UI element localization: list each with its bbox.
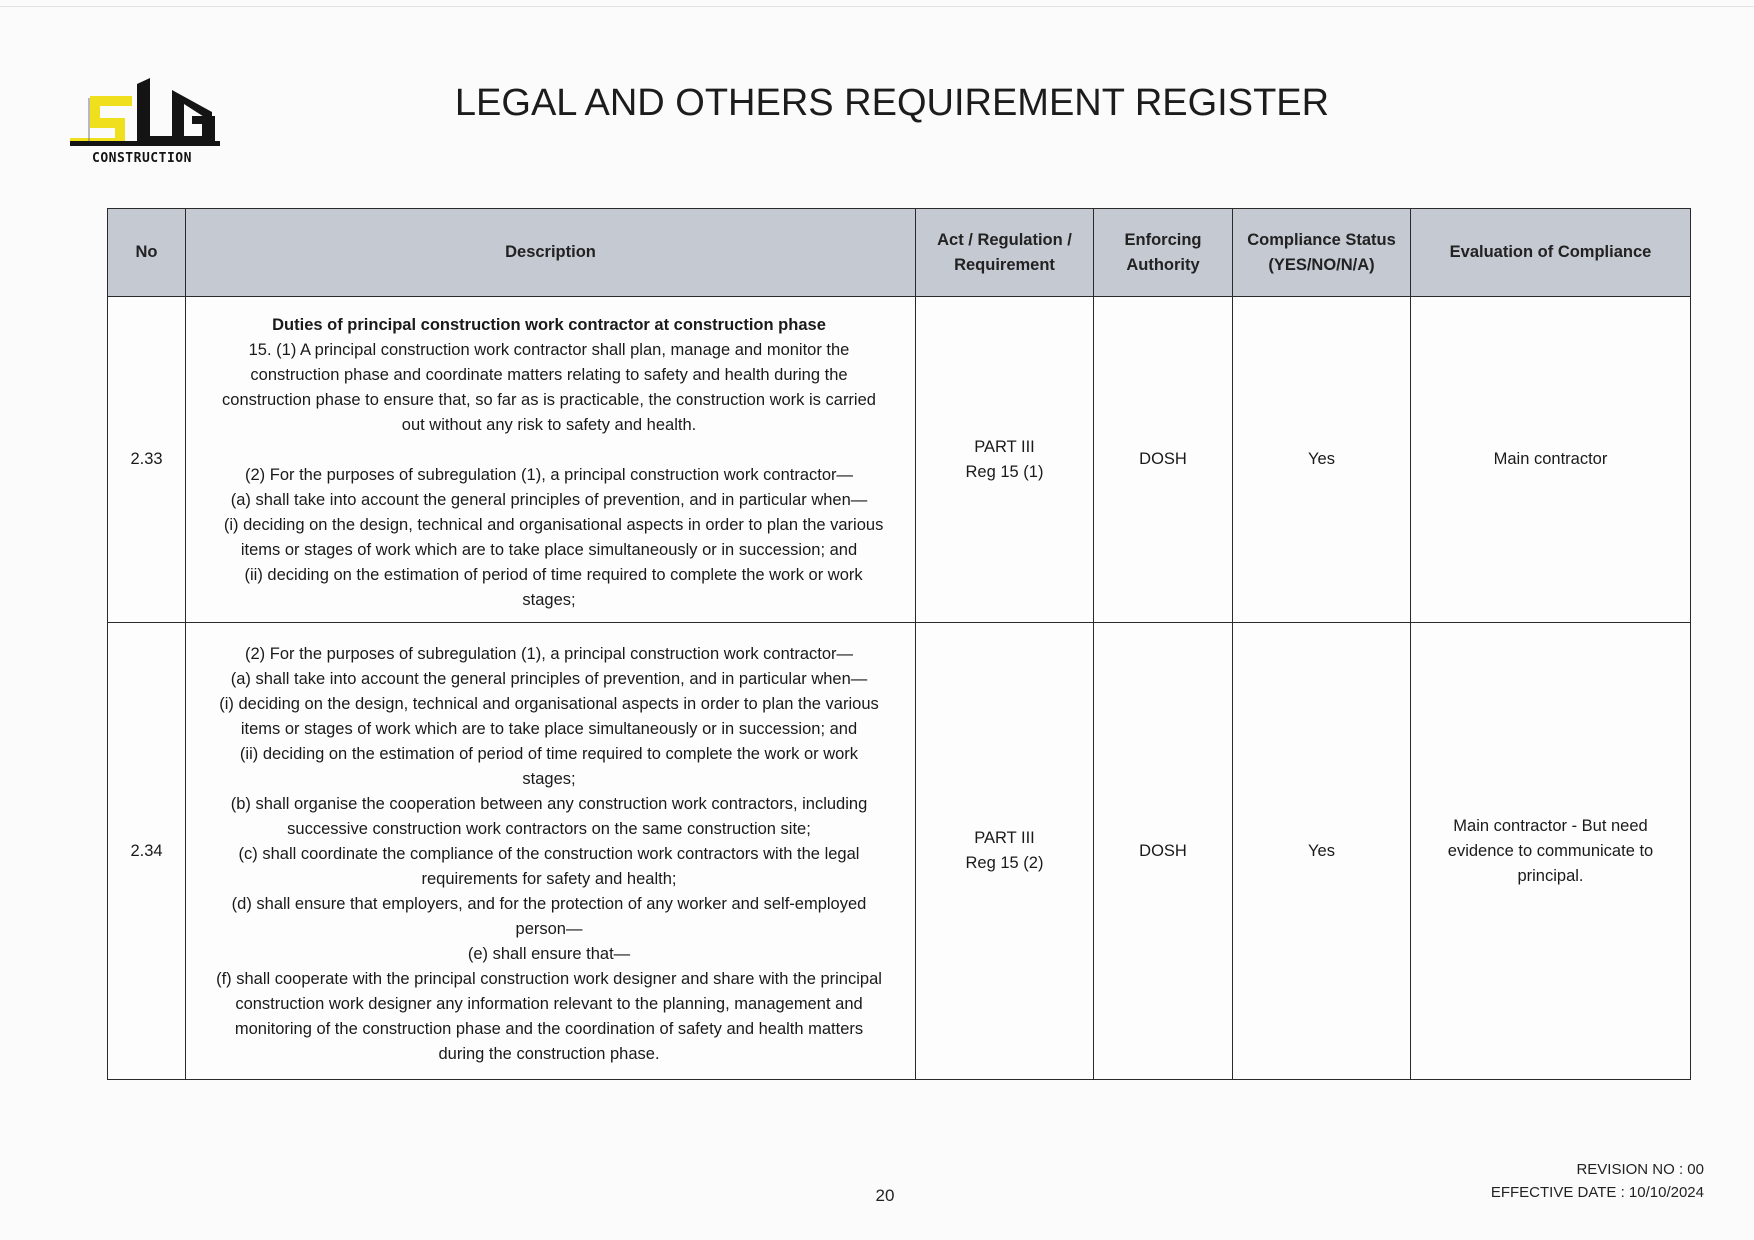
row-enforcing-authority: DOSH <box>1094 297 1233 623</box>
row-compliance-status: Yes <box>1233 297 1411 623</box>
row-act-regulation: PART III Reg 15 (2) <box>916 623 1094 1080</box>
table-row <box>108 623 1691 1080</box>
logo-subtitle: CONSTRUCTION <box>92 151 192 163</box>
row-description: Duties of principal construction work contractor at construction phase 15. (1) A principal construction work contractor shall plan, manage and monitor the construction phase and coordinate matters relating to safety and health during the construction phase to ensure that, so far as is practicable, the construction work is carried out without any risk to safety and health. (2) For the purposes of subregulation (1), a principal construction work contractor— (a) shall take into account the general principles of prevention, and in particular when— (i) deciding on the design, technical and organisational aspects in order to plan the various items or stages of work which are to take place simultaneously or in succession; and (ii) deciding on the estimation of period of time required to complete the work or work stages; <box>186 297 916 623</box>
row-evaluation: Main contractor <box>1411 297 1691 623</box>
col-header-no: No <box>108 209 186 297</box>
top-rule <box>0 6 1754 7</box>
row-number: 2.34 <box>108 623 186 1080</box>
col-header-act-regulation: Act / Regulation / Requirement <box>916 209 1094 297</box>
row-compliance-status: Yes <box>1233 623 1411 1080</box>
row-number: 2.33 <box>108 297 186 623</box>
col-header-compliance-status: Compliance Status (YES/NO/N/A) <box>1233 209 1411 297</box>
col-header-evaluation: Evaluation of Compliance <box>1411 209 1691 297</box>
page-number: 20 <box>875 1186 895 1205</box>
row-description: (2) For the purposes of subregulation (1), a principal construction work contractor— (a) shall take into account the general principles of prevention, and in particular when— (i) deciding on the design, technical and organisational aspects in order to plan the various items or stages of work which are to take place simultaneously or in succession; and (ii) deciding on the estimation of period of time required to complete the work or work stages; (b) shall organise the cooperation between any construction work contractors, including successive construction work contractors on the same construction site; (c) shall coordinate the compliance of the construction work contractors with the legal requirements for safety and health; (d) shall ensure that employers, and for the protection of any worker and self-employed person— (e) shall ensure that— (f) shall cooperate with the principal construction work designer and share with the principal construction work designer any information relevant to the planning, management and monitoring of the construction phase and the coordination of safety and health matters during the construction phase. <box>186 623 916 1080</box>
row-enforcing-authority: DOSH <box>1094 623 1233 1080</box>
revision-block <box>1491 1158 1704 1204</box>
col-header-description: Description <box>186 209 916 297</box>
effective-date: EFFECTIVE DATE : 10/10/2024 <box>1490 1184 1704 1201</box>
row-act-regulation: PART III Reg 15 (1) <box>916 297 1094 623</box>
requirement-register-table <box>107 208 1691 1080</box>
description-heading: Duties of principal construction work contractor at construction phase <box>272 315 826 334</box>
row-evaluation: Main contractor - But need evidence to communicate to principal. <box>1411 623 1691 1080</box>
col-header-enforcing-authority: Enforcing Authority <box>1094 209 1233 297</box>
document-title: LEGAL AND OTHERS REQUIREMENT REGISTER <box>454 82 1330 124</box>
table-header-row <box>108 209 1691 297</box>
revision-number: REVISION NO : 00 <box>1576 1161 1704 1178</box>
table-row <box>108 297 1691 623</box>
